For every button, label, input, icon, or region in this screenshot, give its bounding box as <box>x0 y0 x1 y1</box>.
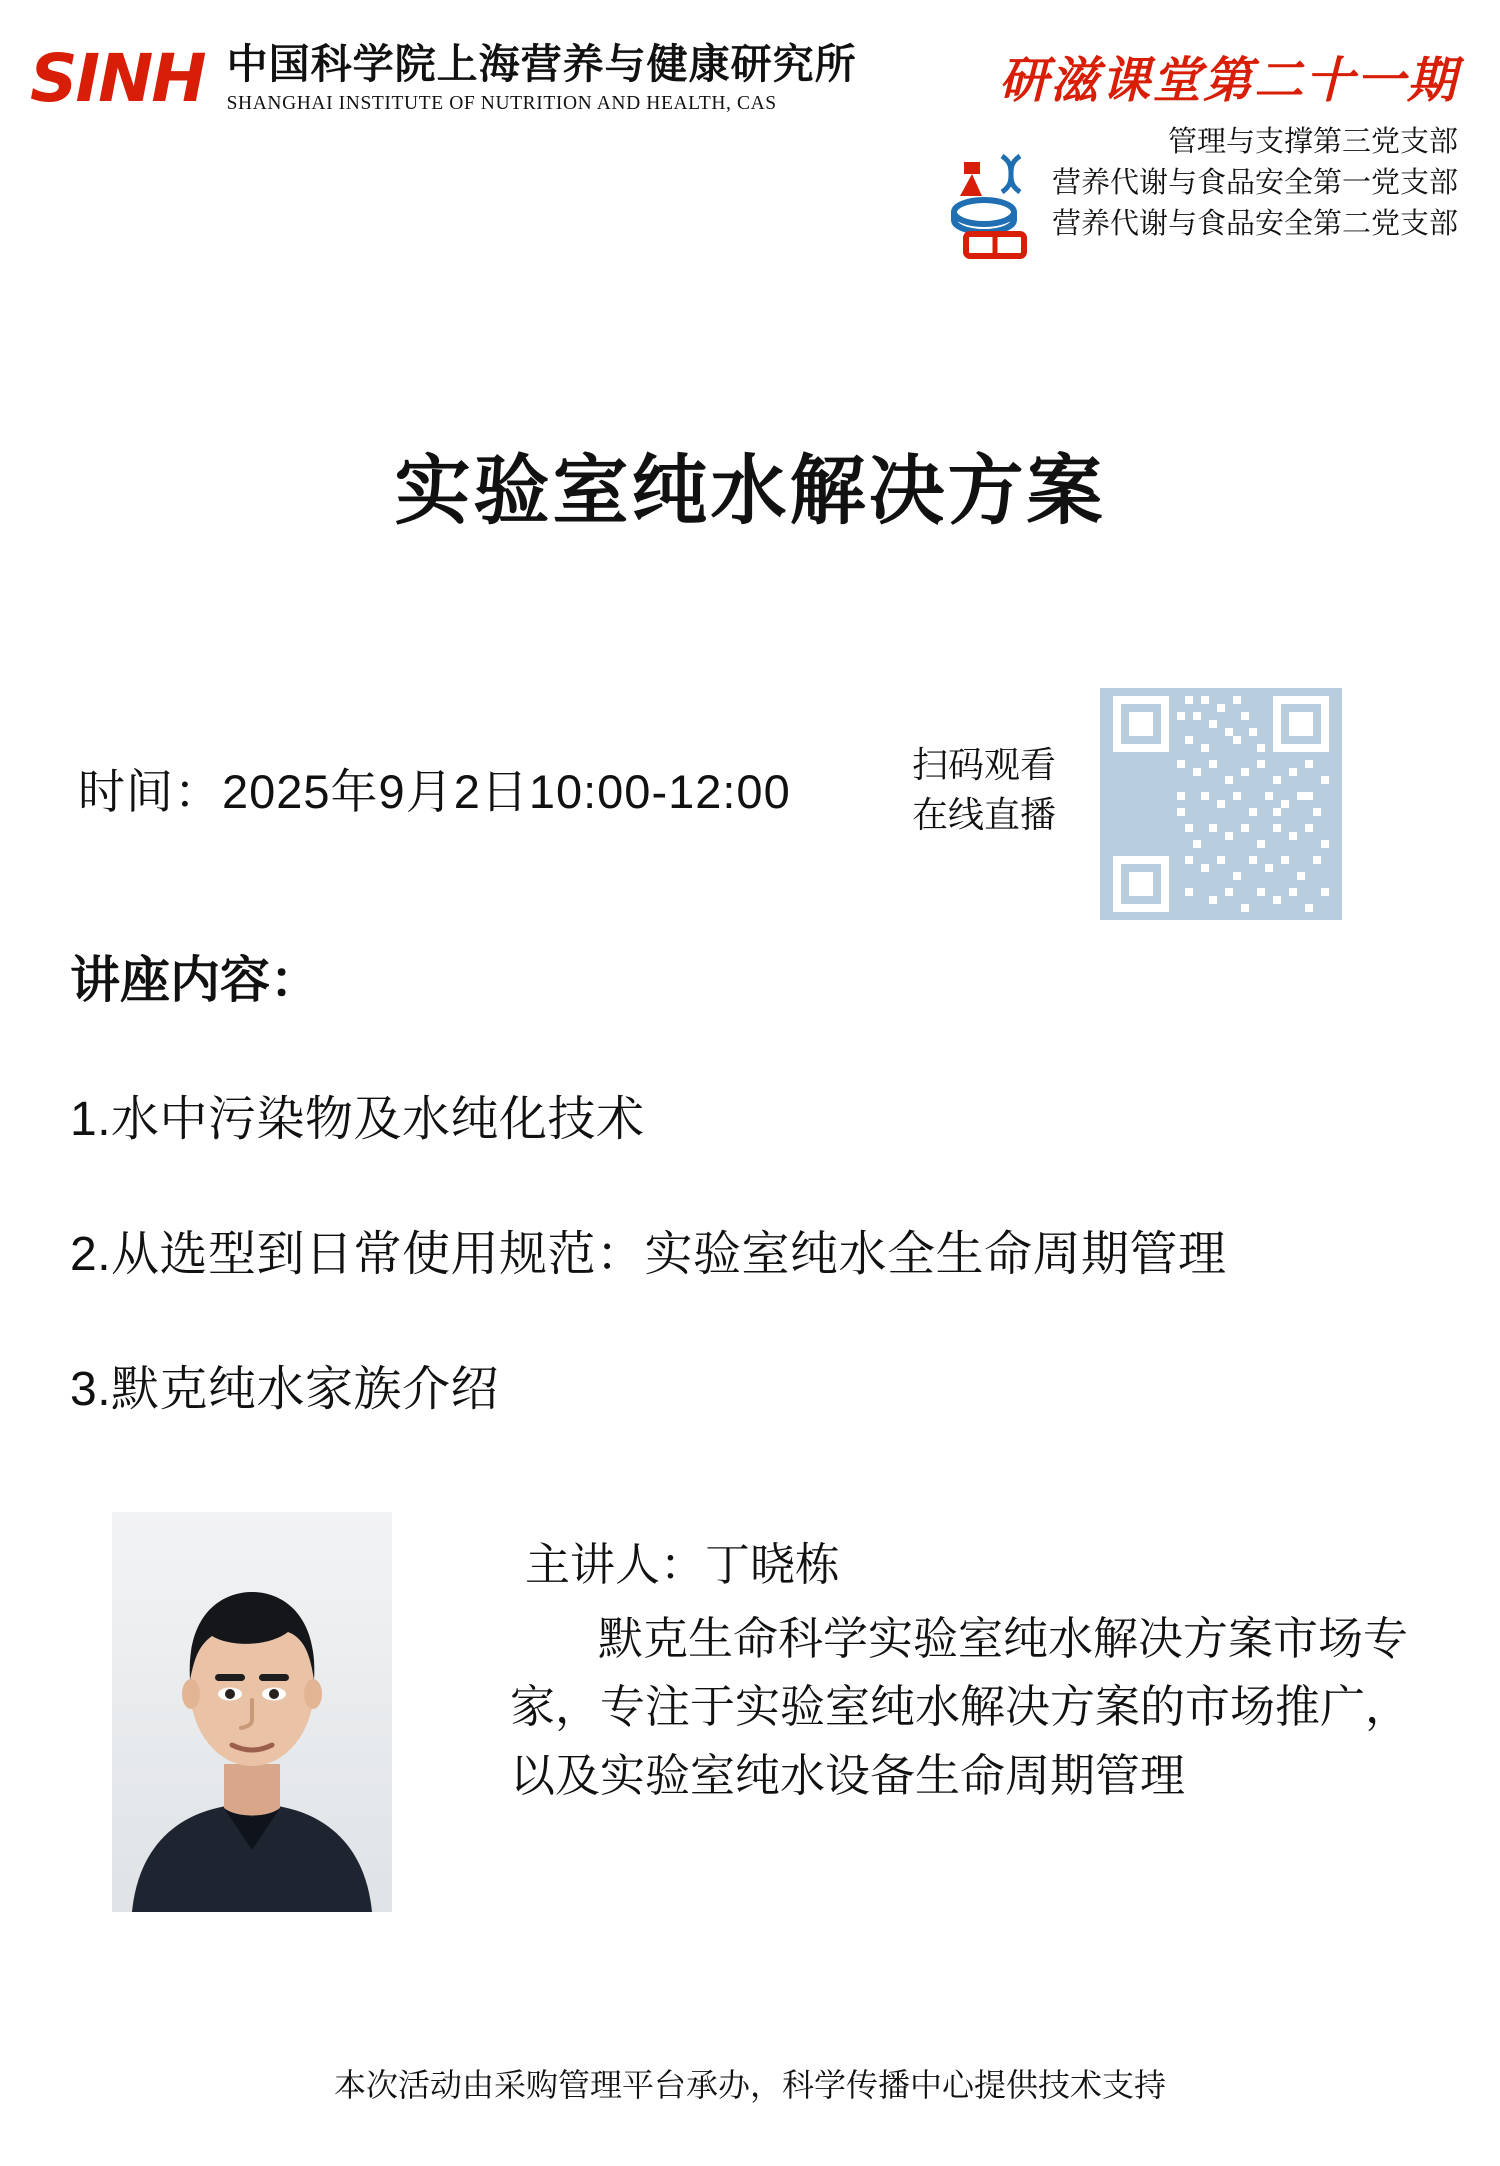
content-heading-text: 讲座内容 <box>70 952 270 1008</box>
qr-caption <box>912 740 1056 839</box>
page-title: 实验室纯水解决方案 <box>394 449 1106 534</box>
qr-caption-line1: 扫码观看 <box>912 744 1057 785</box>
qr-caption-line2: 在线直播 <box>912 793 1057 835</box>
event-time-label: 时间： <box>78 765 222 818</box>
content-heading-colon: ： <box>270 952 320 1008</box>
content-point: 2.从选型到日常使用规范：实验室纯水全生命周期管理 <box>70 1228 1227 1281</box>
speaker-portrait <box>112 1512 392 1912</box>
livestream-qr-code[interactable] <box>1100 688 1342 920</box>
institute-name-cn: 中国科学院上海营养与健康研究所 <box>226 41 857 87</box>
event-time-value: 2025年9月2日10:00-12:00 <box>222 765 791 818</box>
speaker-name-row <box>525 1528 840 1593</box>
speaker-label: 主讲人： <box>525 1539 706 1590</box>
institute-names <box>227 40 857 115</box>
party-branch-list <box>1052 122 1458 246</box>
event-time <box>78 755 791 822</box>
speaker-name: 丁晓栋 <box>705 1539 841 1590</box>
content-heading <box>70 940 320 1012</box>
footer-note: 本次活动由采购管理平台承办，科学传播中心提供技术支持 <box>333 2067 1166 2103</box>
sinh-logo-icon: SINH <box>30 40 205 117</box>
poster-header <box>0 0 1500 320</box>
party-branch-item: 营养代谢与食品安全第一党支部 <box>1051 167 1458 200</box>
party-branch-item: 管理与支撑第三党支部 <box>1167 126 1458 158</box>
content-point: 1.水中污染物及水纯化技术 <box>70 1093 645 1146</box>
institute-name-en: SHANGHAI INSTITUTE OF NUTRITION AND HEALTH, CAS <box>226 93 777 115</box>
speaker-bio: 默克生命科学实验室纯水解决方案市场专家，专注于实验室纯水解决方案的市场推广，以及实验室纯水设备生命周期管理 <box>510 1613 1411 1801</box>
institute-logo-block <box>30 40 857 115</box>
party-branch-item: 营养代谢与食品安全第二党支部 <box>1051 208 1458 241</box>
content-point: 3.默克纯水家族介绍 <box>70 1363 500 1416</box>
series-title: 研滋课堂第二十一期 <box>998 52 1458 109</box>
